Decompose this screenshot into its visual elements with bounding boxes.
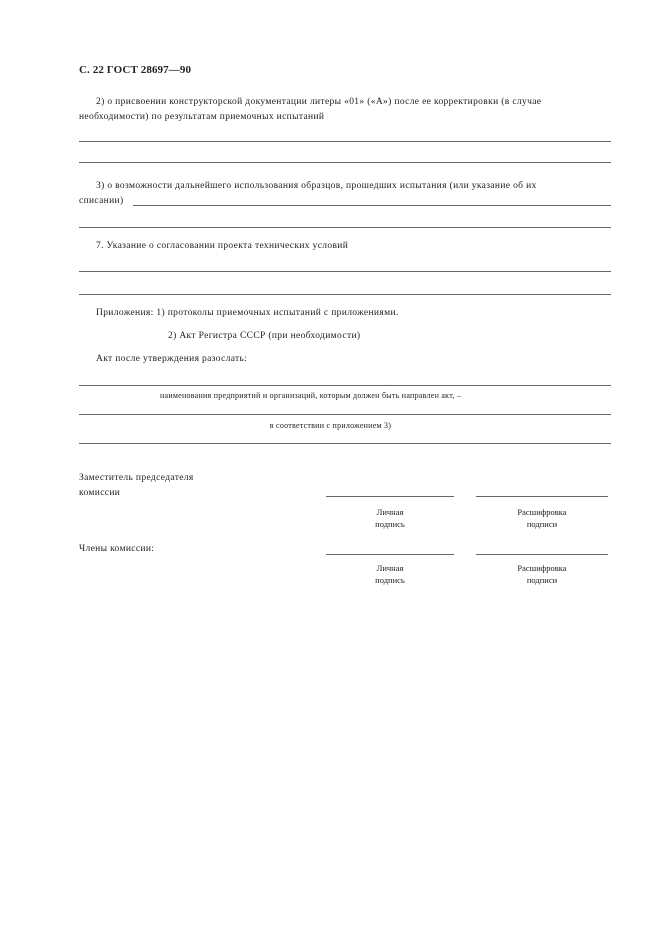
fill-line (79, 385, 611, 386)
fill-line (79, 294, 611, 295)
attachments-line2: 2) Акт Регистра СССР (при необходимости) (168, 331, 361, 341)
deputy-label-line2: комиссии (79, 488, 121, 498)
deputy-label-line1: Заместитель председателя (79, 473, 194, 483)
members-label: Члены комиссии: (79, 544, 155, 554)
signature-line (326, 496, 454, 497)
fill-line (79, 141, 611, 142)
item7-text: 7. Указание о согласовании проекта технических условий (96, 241, 349, 251)
distribution-label: Акт после утверждения разослать: (96, 354, 248, 364)
signature-decoding-line (476, 496, 608, 497)
fill-line (79, 414, 611, 415)
signature-line (326, 554, 454, 555)
fill-line (79, 227, 611, 228)
item3-line1: 3) о возможности дальнейшего использования образцов, прошедших испытания (или указание об их (96, 181, 537, 191)
decoding-caption: Расшифровка подписи (517, 563, 567, 585)
distribution-caption2: в соответствии с приложением 3) (269, 421, 392, 430)
fill-line (79, 271, 611, 272)
personal-signature-caption: Личная подпись (375, 563, 405, 585)
fill-line (79, 443, 611, 444)
attachments-line1: Приложения: 1) протоколы приемочных испытаний с приложениями. (96, 308, 399, 318)
personal-signature-caption: Личная подпись (375, 507, 405, 529)
item2-line2: необходимости) по результатам приемочных испытаний (79, 112, 325, 122)
signature-decoding-line (476, 554, 608, 555)
page-header: С. 22 ГОСТ 28697—90 (79, 64, 192, 76)
decoding-caption: Расшифровка подписи (517, 507, 567, 529)
item2-line1: 2) о присвоении конструкторской документации литеры «01» («А») после ее корректировки (в случае (96, 97, 542, 107)
fill-line (79, 162, 611, 163)
distribution-caption1: наименования предприятий и организаций, которым должен быть направлен акт, – (160, 391, 462, 400)
fill-line (133, 205, 611, 206)
item3-line2: списании) (79, 196, 124, 206)
